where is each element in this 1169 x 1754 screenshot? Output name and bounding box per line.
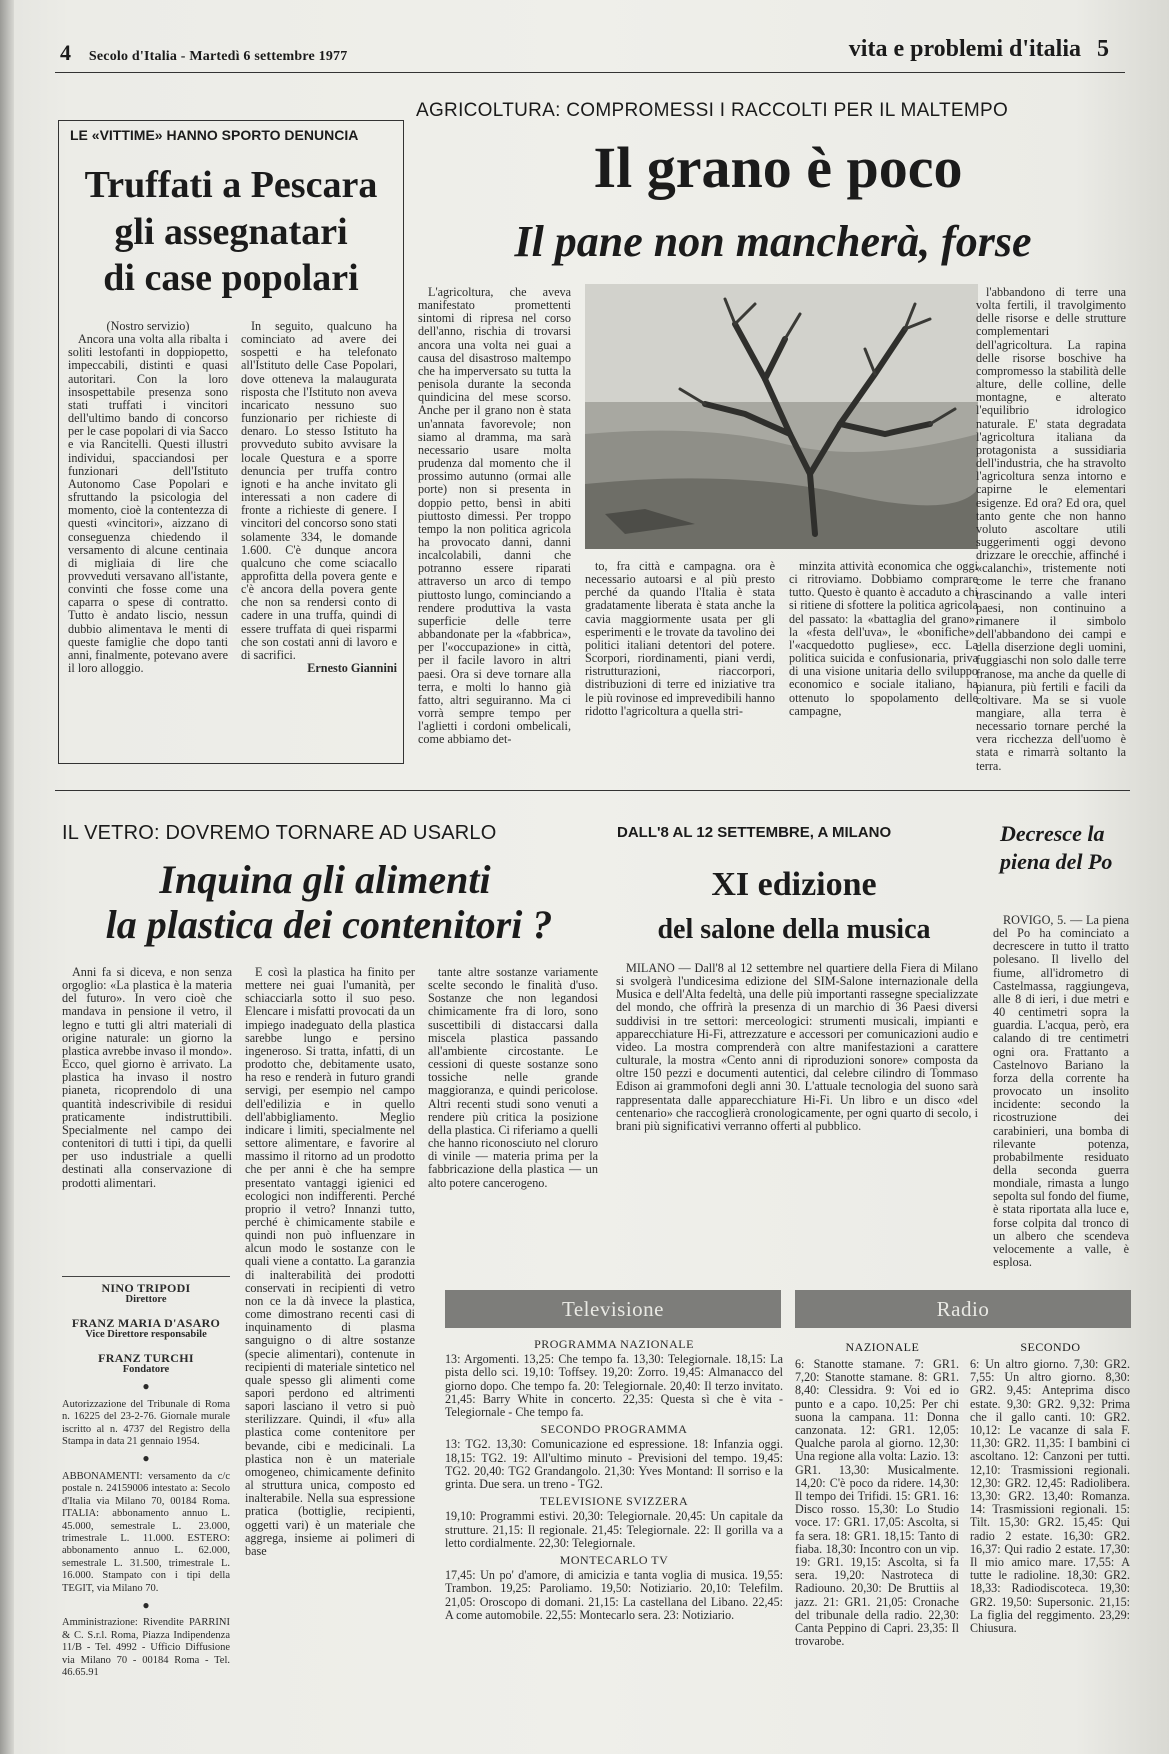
- po-body: [993, 913, 1129, 1270]
- pescara-signature: Ernesto Giannini: [307, 661, 397, 676]
- po-text: ROVIGO, 5. — La piena del Po ha cominciato a decrescere in tutto il tratto polesano. Il livello del fiume, all'idrometro di Castelmassa, raggiungeva, alle 8 di ieri, i due metri e 40 centimetri sopra la guardia. L'acqua, però, era calando di tre centimetri ogni ora. Frattanto a Castelnovo Bariano la forza della corrente ha provocato un insolito incidente: secondo la ricostruzione dei carabinieri, una bomba di rilevante potenza, probabilmente residuato della seconda guerra mondiale, rimasta a lungo sepolta sul fondo del fiume, è stata riportata alla luce e, forse colpita dal tronco di un albero che scendeva velocemente a valle, è esplosa.: [993, 913, 1129, 1270]
- vetro-text-1: Anni fa si diceva, e non senza orgoglio: «La plastica è la materia del futuro». In vero cioè che mandava in pensione il vetro, il legno e tutti gli altri materiali di origine naturale: un giorno la plastica avrebbe invaso il mondo». Ecco, quel giorno è arrivato. La plastica ha invaso il nostro pianeta, ricoprendolo di una quantità indescrivibile di residui praticamente indistruttibili. Specialmente nel campo dei contenitori di tutti i tipi, da quelli per uso industriale a quelli destinati alla conservazione di prodotti alimentari.: [62, 965, 232, 1190]
- grano-text-2: to, fra città e campagna. ora è necessario autoarsi e al più presto perché da quando l'Italia è stata gradatamente liberata è stata anche la cavia maggiormente usata per gli esperimenti e le trovate da tavolino dei politici italiani detentori del potere. Scorpori, riordinamenti, piani verdi, ristrutturazioni, riaccorpori, distribuzioni di terre ed iniziative tra le più rovinose ed imprevedibili hanno ridotto l'agricoltura a quella stri-: [585, 559, 775, 718]
- radio-col-1: [795, 1358, 959, 1738]
- radio-listing: 6: Un altro giorno. 7,30: GR2. 7,55: Un altro giorno. 8,30: GR2. 9,45: Anteprima disco estate. 9,30: GR2. 9,32: Prima che il gallo canti. 10: GR2. 10,12: Le vacanze di sala F. 11,30: GR2. 11,35: I bambini ci ascoltano. 12: Canzoni per tutti. 12,10: Trasmissioni regionali. 12,30: GR2. 12,45: Radiolibera. 13,30: GR2. 13,40: Romanza. 14: Trasmissioni regionali. 15: Tilt. 15,30: GR2. 15,45: Qui radio 2 estate. 16,30: GR2. 16,37: Qui radio 2 estate. 17,30: Il mio amico mare. 17,55: A tutte le radioline. 18,30: GR2. 18,33: Radiodiscoteca. 19,30: GR2. 19,50: Supersonic. 21,15: La figlia del reggimento. 23,29: Chiusura.: [970, 1357, 1130, 1636]
- header-left: 4 Secolo d'Italia - Martedì 6 settembre 1977: [60, 40, 348, 65]
- grano-text-1: L'agricoltura, che aveva manifestato promettenti sintomi di ripresa nel corso dell'anno, rischia di trovarsi ancora una volta nei guai a causa del disastroso maltempo che ha imperversato su tutta la penisola durante la seconda quindicina del mese scorso. Anche per il grano non è stata un'annata favorevole; non siamo al dramma, ma sarà necessario usare molta prudenza dal momento che il prossimo autunno (ormai alle porte) non si presenta in doppio petto, bensì in abiti piuttosto dimessi. Per troppo tempo la non politica agricola ha provocato danni, danni incalcolabili, danni che potranno essere riparati attraverso un arco di tempo piuttosto lungo, cominciando a rendere produttiva la vasta superficie delle terre abbandonate per la «fabbrica», per l'«occupazione» in città, per il facile lavoro in altri paesi. Ora si deve tornare alla terra, e molti lo hanno già fatto, altri seguiranno. Ma ci vorrà sempre tempo per l'aglietti i cordoni ombelicali, come abbiamo det-: [418, 285, 571, 747]
- grano-subhead: Il pane non mancherà, forse: [514, 217, 1032, 266]
- grano-photo: [585, 284, 978, 549]
- musica-headline-1: XI edizione: [711, 866, 877, 903]
- tv-section-body: 13: Argomenti. 13,25: Che tempo fa. 13,30: Telegiornale. 18,15: La pista dello sci. 19,10: Toffsey. 19,20: Zorro. 19,45: Almanacco del giorno dopo. Che tempo fa. 20: Telegiornale. 20,40: Il terzo invitato. 21,45: Barry White in concerto. 22,35: Questa sì che è vita - Telegiornale - Che tempo fa.: [445, 1352, 783, 1420]
- vetro-col-1: [62, 966, 232, 1206]
- header-rule: [55, 72, 1125, 73]
- radio-title-bar: Radio: [795, 1290, 1131, 1328]
- grano-col-1: [418, 286, 571, 760]
- radio-headings: [795, 1340, 1131, 1355]
- vetro-headline-2: la plastica dei contenitori ?: [105, 902, 553, 947]
- po-headline: Decresce la piena del Po: [1000, 821, 1113, 874]
- tv-section-title: MONTECARLO TV: [559, 1553, 669, 1568]
- director-role: Direttore: [125, 1294, 167, 1306]
- grano-col-3: [789, 560, 978, 760]
- fold-rule: [55, 790, 1130, 791]
- page-number: 4: [60, 40, 72, 65]
- pescara-headline-1: Truffati a Pescara: [84, 164, 378, 206]
- vetro-text-2: E così la plastica ha finito per mettere nei guai l'umanità, per schiacciarla sotto il suo peso. Elencare i misfatti provocati da un impiego inadeguato della plastica sarebbe lungo e persino ingeneroso. Si tratta, infatti, di un prodotto che, debitamente usato, ha reso e renderà in futuro grandi servigi, per esempio nel campo dell'edilizia e in quello dell'abbigliamento. Meglio indicare i limiti, specialmente nel settore alimentare, e favorire al massimo il ritorno ad un prodotto che per anni è che ha sempre presentato vantaggi igienici ed ecologici non indifferenti. Perché proprio il vetro? Innanzi tutto, perché è chimicamente stabile e quindi non può influenzare in alcun modo le sostanze con le quali viene a contatto. La garanzia di inalterabilità dei prodotti conservati in recipienti di vetro non ce la dà invece la plastica, come dimostrano recenti casi di inquinamento di plasma sanguigno o di altre sostanze (specie alimentari), contenute in recipienti di materiale sintetico nel quale spesso gli alimenti come sapori perdono ed altrimenti sapori lasciano il vetro si può sterilizzare. Quindi, il «fu» alla plastica come contenitore per bevande, cibi e medicinali. La plastica non è un materiale omogeneo, chimicamente definito al struttura unica, composto ed inalterabile. Nella sua espressione pratica (bottiglie, recipienti, oggetti vari) è un materiale che aggrega, insieme ai polimeri di base: [245, 965, 415, 1558]
- section-title: vita e problemi d'italia: [848, 36, 1081, 62]
- musica-kicker: DALL'8 AL 12 SETTEMBRE, A MILANO: [617, 824, 892, 841]
- grano-col-4: [976, 285, 1126, 773]
- right-page-mark: 5: [1097, 36, 1109, 62]
- header-right: [849, 36, 1109, 63]
- administration-info: Amministrazione: Rivendite PARRINI & C. S.r.l. Roma, Piazza Indipendenza 11/B - Tel. 4992 - Ufficio Diffusione via Milano 70 - 00184 Roma - Tel. 46.65.91: [62, 1617, 230, 1678]
- tv-section-body: 19,10: Programmi estivi. 20,30: Telegiornale. 20,45: Un capitale da strutture. 21,15: Il regionale. 21,45: Telegiornale. 22: Il gorilla va a letto cordialmente. 22,30: Telegiornale.: [445, 1509, 783, 1550]
- pescara-col-2: [241, 320, 397, 756]
- registration-info: Autorizzazione del Tribunale di Roma n. 16225 del 23-2-76. Giornale murale iscritto al n. 4737 del Registro della Stampa in data 21 gennaio 1954.: [62, 1398, 230, 1448]
- pescara-headline-2: gli assegnatari: [114, 211, 348, 253]
- director-name: NINO TRIPODI: [101, 1281, 191, 1295]
- grano-text-4: l'abbandono di terre una volta fertili, il travolgimento delle risorse e delle strutture complementari dell'agricoltura. La rapina delle risorse boschive ha compromesso la stabilità delle alture, delle colline, delle montagne, e alterato l'equilibrio idrologico naturale. E' stata degradata l'agricoltura italiana da protagonista a sussidiaria dell'industria, che ha stravolto l'agricoltura senza intorno e capirne le elementari esigenze. Ed ora? Ed ora, quel tanto gente che non hanno voluto ascoltare utili suggerimenti oggi devono drizzare le orecchie, affinché i «calanchi», tristemente noti come le terre che franano trascinando a valle interi paesi, non continuino a rimanere il simbolo dell'abbandono dei campi e della diserzione degli uomini, fuggiaschi non solo dalle terre franose, ma anche da quelle di pianura, più fertili e facili da coltivare. Ma se si vuole mangiare, alla terra è necessario tornare perché la vera ricchezza dell'uomo è stata e rimarrà soltanto la terra.: [976, 285, 1126, 773]
- pescara-col-1: [68, 320, 228, 756]
- masthead: [62, 1282, 230, 1679]
- radio-listing: 6: Stanotte stamane. 7: GR1. 7,20: Stanotte stamane. 8: GR1. 8,40: Clessidra. 9: Voi ed io punto e a capo. 10,25: Per chi suona la campana. 11: Donna canzonata. 12: GR1. 12,05: Qualche parola al giorno. 12,30: Una regione alla volta: Lazio. 13: GR1. 13,30: Musicalmente. 14,20: C'è poco da ridere. 14,30: Il tempo dei Trifidi. 15: GR1. 16: Disco rosso. 15,30: Lo Studio voce. 17: GR1. 17,05: Ascolta, si fa sera. 18: GR1. 18,15: Tanto di fiaba. 18,30: Incontro con un vip. 19: GR1. 19,15: Ascolta, si fa sera. 19,20: Nastroteca di Radiouno. 20,30: De Bruttiis al jazz. 21: GR1. 21,05: Cronache del tribunale della radio. 22,30: Canta Peppino di Capri. 23,35: Il trovarobe.: [795, 1357, 959, 1649]
- tv-title-bar: Televisione: [445, 1290, 781, 1328]
- musica-headline-2: del salone della musica: [657, 914, 931, 945]
- tv-section-body: 13: TG2. 13,30: Comunicazione ed espressione. 18: Infanzia oggi. 18,15: TG2. 19: All'ultimo minuto - Previsioni del tempo. 19,45: TG2. 20,40: TG2 Grandangolo. 21,30: Yves Montand: Il sorriso e la grinta. Due sera. un treno - TG2.: [445, 1437, 783, 1492]
- pescara-kicker: LE «VITTIME» HANNO SPORTO DENUNCIA: [70, 127, 359, 143]
- grano-kicker: AGRICOLTURA: COMPROMESSI I RACCOLTI PER IL MALTEMPO: [416, 100, 1009, 121]
- vetro-text-3: tante altre sostanze variamente scelte secondo le finalità d'uso. Sostanze che non legandosi chimicamente fra di loro, sono suscettibili di distaccarsi dalla miscela plastica passando all'ambiente circostante. Le cessioni di queste sostanze sono tossiche nelle grande maggioranza, e quindi pericolose. Altri recenti studi sono venuti a rendere più critica la posizione della plastica. Ci riferiamo a quelli che hanno riconosciuto nel cloruro di vinile — materia prima per la fabbricazione della plastica — un alto potere cancerogeno.: [428, 965, 598, 1190]
- vetro-kicker: IL VETRO: DOVREMO TORNARE AD USARLO: [62, 822, 497, 844]
- musica-body: [616, 962, 978, 1258]
- page-spine-shadow: [0, 0, 14, 1754]
- vice-director-role: Vice Direttore responsabile: [85, 1329, 207, 1341]
- vetro-col-3: [428, 966, 598, 1258]
- pescara-text-2: In seguito, qualcuno ha cominciato ad avere dei sospetti e ha telefonato all'Istituto delle Case Popolari, dove otteneva la malaugurata risposta che l'Istituto non aveva incaricato nessuno suo funzionario per richieste di denaro. Lo stesso Istituto ha provveduto subito avvisare la locale Questura e a sporre denuncia per truffa contro ignoti e ha anche invitato gli interessati a non cadere di fronte a richieste di genere. I vincitori del concorso sono stati solamente 334, le domande 1.600. C'è dunque ancora qualcuno che come sciacallo approfitta della povera gente e c'è ancora della povera gente che non sa rendersi conto di cadere in una truffa, quindi di essere truffata di quei risparmi che son costati anni di lavoro e di sacrifici.: [241, 319, 397, 662]
- founder-role: Fondatore: [122, 1364, 170, 1376]
- musica-text: MILANO — Dall'8 al 12 settembre nel quartiere della Fiera di Milano si svolgerà l'undicesima edizione del SIM-Salone internazionale della Musica e dell'Alta fedeltà, una delle più importanti rassegne specializzate del mondo, che offrirà la presenza di un marchio di 36 Paesi diversi suddivisi in tre settori: merceologici: strumenti musicali, impianti e apparecchiature Hi-Fi, attrezzature e accessori per comunicazioni audio e video. La mostra comprenderà con altre manifestazioni a carattere culturale, la mostra «Cento anni di riproduzioni sonore» composta da oltre 150 pezzi e documenti autentici, dal celebre cilindro di Tommaso Edison ai grammofoni degli anni 30. L'attuale tecnologia del suono sarà rappresentata dalle apparecchiature Hi-Fi. Un libro e un disco «del centenario» che raccoglierà cronologicamente, per ogni quarto di secolo, i brani più significativi verranno offerti al pubblico.: [616, 961, 978, 1133]
- subscription-info: ABBONAMENTI: versamento da c/c postale n. 24159006 intestato a: Secolo d'Italia via Milano 70, 00184 Roma. ITALIA: abbonamento annuo L. 45.000, semestrale L. 23.000, trimestrale L. 11.000. ESTERO: abbonamento annuo L. 62.000, semestrale L. 31.500, trimestrale L. 16.000. Stampato con i tipi della TEGIT, via Milano 70.: [62, 1470, 230, 1594]
- paper-name: Secolo d'Italia: [88, 49, 178, 64]
- pescara-byline: (Nostro servizio): [106, 319, 190, 333]
- radio-col-2: [970, 1358, 1130, 1738]
- issue-date: Martedì 6 settembre 1977: [189, 49, 348, 64]
- founder-name: FRANZ TURCHI: [98, 1350, 194, 1365]
- tv-section-title: TELEVISIONE SVIZZERA: [539, 1494, 689, 1509]
- barren-field-photo: [585, 284, 978, 549]
- pescara-headline-3: di case popolari: [103, 257, 359, 299]
- vice-director-name: FRANZ MARIA D'ASARO: [71, 1315, 221, 1330]
- tv-section-body: 17,45: Un po' d'amore, di amicizia e tanta voglia di musica. 19,55: Trambon. 19,25: Paroliamo. 19,50: Notiziario. 20,10: Telefilm. 21,05: Oroscopo di domani. 21,15: La castellana del Libano. 22,45: A come automobile. 22,55: Montecarlo sera. 23: Notiziario.: [445, 1568, 783, 1622]
- grano-col-2: [585, 560, 775, 760]
- vetro-col-2: [245, 966, 415, 1738]
- pescara-text-1: Ancora una volta alla ribalta i soliti lestofanti in doppiopetto, impeccabili, distinti e quasi autoritari. Con la loro insospettabile presenza sono stati truffati i vincitori dell'ultimo bando di concorso per le case popolari di via Sacco e via Rancitelli. Questi illustri individui, spacciandosi per funzionari dell'Istituto Autonomo Case Popolari e sfruttando la psicologia del momento, cioè la contentezza di questi «vincitori», aizzano di conseguenza chiedendo il versamento di alcune centinaia di migliaia di lire che provveduti versavano all'istante, convinti che fosse come una caparra o spese di contratto. Tutto è andato liscio, nessun dubbio alimentava le menti di queste famiglie che dopo tanti anni, finalmente, potevano avere il loro alloggio.: [68, 332, 228, 676]
- grano-text-3: minzita attività economica che oggi ci ritroviamo. Dobbiamo comprare tutto. Questo è quanto è accaduto a chi si ritiene di sfottere la politica agricola del passato: la «battaglia del grano», la «festa dell'uva», le «bonifiche», l'«acquedotto pugliese», ecc. La politica suicida e confusionaria, priva di una visione unitaria dello sviluppo economico e sociale italiano, ha ottenuto lo spopolamento delle campagne,: [789, 559, 978, 718]
- vetro-headline-1: Inquina gli alimenti: [159, 857, 491, 902]
- grano-headline: Il grano è poco: [593, 135, 963, 200]
- separator-dot: ●: [142, 1451, 150, 1466]
- radio-col-title: NAZIONALE: [845, 1340, 920, 1354]
- radio-col-title: SECONDO: [1020, 1340, 1081, 1354]
- tv-section-title: SECONDO PROGRAMMA: [540, 1422, 688, 1437]
- separator-dot: ●: [142, 1597, 150, 1612]
- tv-section-title: PROGRAMMA NAZIONALE: [534, 1337, 694, 1351]
- separator-dot: ●: [142, 1379, 150, 1394]
- tv-listings: [445, 1334, 783, 1740]
